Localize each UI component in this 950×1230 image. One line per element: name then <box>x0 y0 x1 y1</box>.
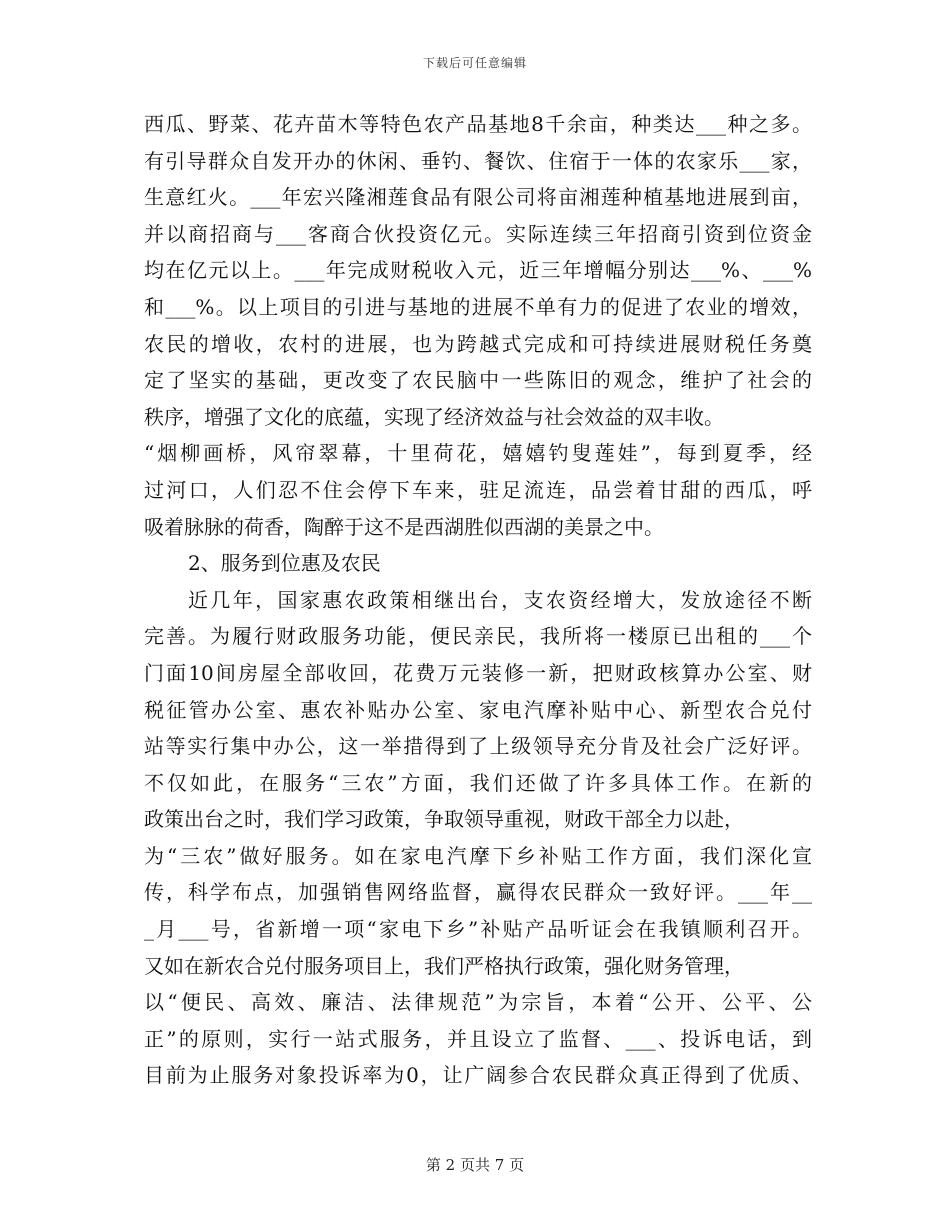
body-line: 吸着脉脉的荷香，陶醉于这不是西湖胜似西湖的美景之中。 <box>144 514 664 539</box>
document-body <box>144 106 812 1094</box>
body-line: 定了坚实的基础，更改变了农民脑中一些陈旧的观念，维护了社会的 <box>144 368 812 393</box>
body-line: 又如在新农合兑付服务项目上，我们严格执行政策，强化财务管理， <box>144 953 744 978</box>
body-line: 正”的原则，实行一站式服务，并且设立了监督、___、投诉电话，到 <box>144 1026 812 1051</box>
body-line: 均在亿元以上。___年完成财税收入元，近三年增幅分别达___%、___% <box>144 258 812 283</box>
body-line: 有引导群众自发开办的休闲、垂钓、餐饮、住宿于一体的农家乐___家， <box>144 148 812 173</box>
body-line: 秩序，增强了文化的底蕴，实现了经济效益与社会效益的双丰收。 <box>144 404 724 429</box>
body-line: 为“三农”做好服务。如在家电汽摩下乡补贴工作方面，我们深化宣 <box>144 843 812 868</box>
body-line: 过河口，人们忍不住会停下车来，驻足流连，品尝着甘甜的西瓜，呼 <box>144 477 812 502</box>
body-line: 传，科学布点，加强销售网络监督，赢得农民群众一致好评。___年__ <box>144 880 812 905</box>
page-footer: 第 2 页共 7 页 <box>425 1156 525 1174</box>
body-line: 站等实行集中办公，这一举措得到了上级领导充分肯及社会广泛好评。 <box>144 734 812 759</box>
body-line: 不仅如此，在服务“三农”方面，我们还做了许多具体工作。在新的 <box>144 770 812 795</box>
page-header: 下载后可任意编辑 <box>422 56 527 70</box>
body-line: 税征管办公室、惠农补贴办公室、家电汽摩补贴中心、新型农合兑付 <box>144 697 812 722</box>
body-line: 西瓜、野菜、花卉苗木等特色农产品基地8千余亩，种类达___种之多。 <box>144 112 812 136</box>
body-line: _月___号，省新增一项“家电下乡”补贴产品听证会在我镇顺利召开。 <box>144 917 812 942</box>
body-line: 政策出台之时，我们学习政策，争取领导重视，财政干部全力以赴， <box>144 807 744 832</box>
body-line: 和___%。以上项目的引进与基地的进展不单有力的促进了农业的增效， <box>144 294 812 319</box>
body-line: 并以商招商与___客商合伙投资亿元。实际连续三年招商引资到位资金 <box>144 221 812 246</box>
section-heading: 2、服务到位惠及农民 <box>188 551 381 576</box>
body-line: 生意红火。___年宏兴隆湘莲食品有限公司将亩湘莲种植基地进展到亩， <box>144 185 812 210</box>
body-line: 以“便民、高效、廉洁、法律规范”为宗旨，本着“公开、公平、公 <box>144 990 812 1015</box>
body-line: “烟柳画桥，风帘翠幕，十里荷花，嬉嬉钓叟莲娃”，每到夏季，经 <box>144 441 812 466</box>
body-line: 完善。为履行财政服务功能，便民亲民，我所将一楼原已出租的___个 <box>144 624 812 649</box>
body-line: 农民的增收，农村的进展，也为跨越式完成和可持续进展财税任务奠 <box>144 331 812 356</box>
body-line: 门面10间房屋全部收回，花费万元装修一新，把财政核算办公室、财 <box>144 660 812 685</box>
body-line: 近几年，国家惠农政策相继出台，支农资经增大，发放途径不断 <box>188 587 812 612</box>
body-line: 目前为止服务对象投诉率为0，让广阔参合农民群众真正得到了优质、 <box>144 1063 812 1088</box>
